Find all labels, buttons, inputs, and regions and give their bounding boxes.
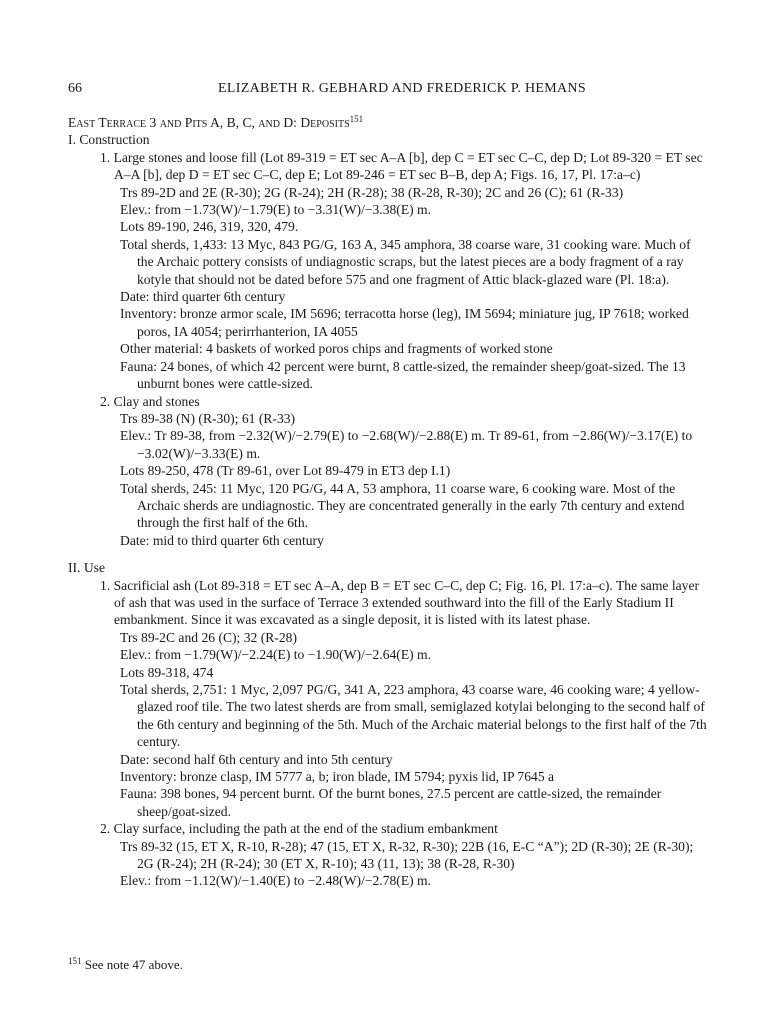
part-heading-construction: I. Construction <box>68 132 150 148</box>
entry-trenches: Trs 89-38 (N) (R-30); 61 (R-33) <box>120 410 296 426</box>
footnote <box>68 956 183 973</box>
entry-lots: Lots 89-190, 246, 319, 320, 479. <box>120 219 299 235</box>
entry-trenches: Trs 89-32 (15, ET X, R-10, R-28); 47 (15, ET X, R-32, R-30); 22B (16, E-C “A”); 2D (R-30); 2E (R-30); 2G (R-24); 2H (R-24); 30 (ET X, R-10); 43 (11, 13); 38 (R-28, R-30) <box>120 838 694 872</box>
entry-elevation: Elev.: from −1.73(W)/−1.79(E) to −3.31(W)/−3.38(E) m. <box>120 202 432 218</box>
entry-date: Date: second half 6th century and into 5th century <box>120 751 393 767</box>
part-heading-use: II. Use <box>68 560 105 576</box>
entry-inventory: Inventory: bronze armor scale, IM 5696; terracotta horse (leg), IM 5694; miniature jug, IP 7618; worked poros, IA 4054; perirrhanterion, IA 4055 <box>120 306 689 339</box>
section-title-text: East Terrace 3 and Pits A, B, C, and D: Deposits <box>68 115 350 130</box>
entry-title: 1. Large stones and loose fill (Lot 89-319 = ET sec A–A [b], dep C = ET sec C–C, dep D; Lot 89-320 = ET sec A–A [b], dep D = ET sec C–C, dep E; Lot 89-246 = ET sec B–B, dep A; Figs. 16, 17, Pl. 17:a–c) <box>100 149 703 183</box>
entry-elevation: Elev.: Tr 89-38, from −2.32(W)/−2.79(E) to −2.68(W)/−2.88(E) m. Tr 89-61, from −2.86(W)/−3.17(E) to −3.02(W)/−3.33(E) m. <box>120 428 693 461</box>
main-content <box>68 114 710 890</box>
entry-elevation: Elev.: from −1.79(W)/−2.24(E) to −1.90(W)/−2.64(E) m. <box>120 647 432 663</box>
entry-other-material: Other material: 4 baskets of worked poros chips and fragments of worked stone <box>120 341 553 357</box>
entry-title: 2. Clay and stones <box>100 393 200 409</box>
entry-sherds: Total sherds, 1,433: 13 Myc, 843 PG/G, 163 A, 345 amphora, 38 coarse ware, 31 cooking ware. Much of the Archaic pottery consists of undiagnostic scraps, but the latest pieces are a body fragment of a ray kotyle that should not be dated before 575 and one fragment of Attic black-glazed ware (Pl. 18:a). <box>120 236 691 287</box>
page-header <box>68 80 708 100</box>
entry-sherds: Total sherds, 245: 11 Myc, 120 PG/G, 44 A, 53 amphora, 11 coarse ware, 6 cooking ware. Most of the Archaic sherds are undiagnostic. They are concentrated generally in the early 7th century and extend through the first half of the 6th. <box>120 480 685 531</box>
entry-sherds: Total sherds, 2,751: 1 Myc, 2,097 PG/G, 341 A, 223 amphora, 43 coarse ware, 46 cooking ware; 4 yellow-glazed roof tile. The two latest sherds are from small, semiglazed kotylai belonging to the second half of the 6th century and beginning of the 5th. Much of the Archaic material belongs to the first half of the 7th century. <box>120 682 707 750</box>
entry-lots: Lots 89-318, 474 <box>120 664 214 680</box>
entry-title: 2. Clay surface, including the path at the end of the stadium embankment <box>100 821 498 837</box>
footnote-text: See note 47 above. <box>81 957 183 972</box>
entry-title: 1. Sacrificial ash (Lot 89-318 = ET sec A–A, dep B = ET sec C–C, dep C; Fig. 16, Pl. 17:a–c). The same layer of ash that was used in the surface of Terrace 3 extended southward into the fill of the Early Stadium II embankment. Since it was excavated as a single deposit, it is listed with its latest phase. <box>100 577 700 628</box>
footnote-marker: 151 <box>68 956 82 966</box>
entry-date: Date: third quarter 6th century <box>120 289 286 305</box>
entry-trenches: Trs 89-2D and 2E (R-30); 2G (R-24); 2H (R-28); 38 (R-28, R-30); 2C and 26 (C); 61 (R-33) <box>120 184 624 200</box>
entry-inventory: Inventory: bronze clasp, IM 5777 a, b; iron blade, IM 5794; pyxis lid, IP 7645 a <box>120 769 555 785</box>
section-title <box>68 114 710 131</box>
page-number: 66 <box>68 81 82 96</box>
running-head: ELIZABETH R. GEBHARD AND FREDERICK P. HEMANS <box>218 81 586 96</box>
entry-trenches: Trs 89-2C and 26 (C); 32 (R-28) <box>120 629 297 645</box>
section-footnote-ref: 151 <box>349 114 364 124</box>
entry-elevation: Elev.: from −1.12(W)/−1.40(E) to −2.48(W)/−2.78(E) m. <box>120 873 432 889</box>
entry-fauna: Fauna: 398 bones, 94 percent burnt. Of the burnt bones, 27.5 percent are cattle-sized, the remainder sheep/goat-sized. <box>120 786 662 819</box>
entry-date: Date: mid to third quarter 6th century <box>120 532 324 548</box>
entry-fauna: Fauna: 24 bones, of which 42 percent were burnt, 8 cattle-sized, the remainder sheep/goat-sized. The 13 unburnt bones were cattle-sized. <box>120 358 686 392</box>
entry-lots: Lots 89-250, 478 (Tr 89-61, over Lot 89-479 in ET3 dep I.1) <box>120 463 451 479</box>
